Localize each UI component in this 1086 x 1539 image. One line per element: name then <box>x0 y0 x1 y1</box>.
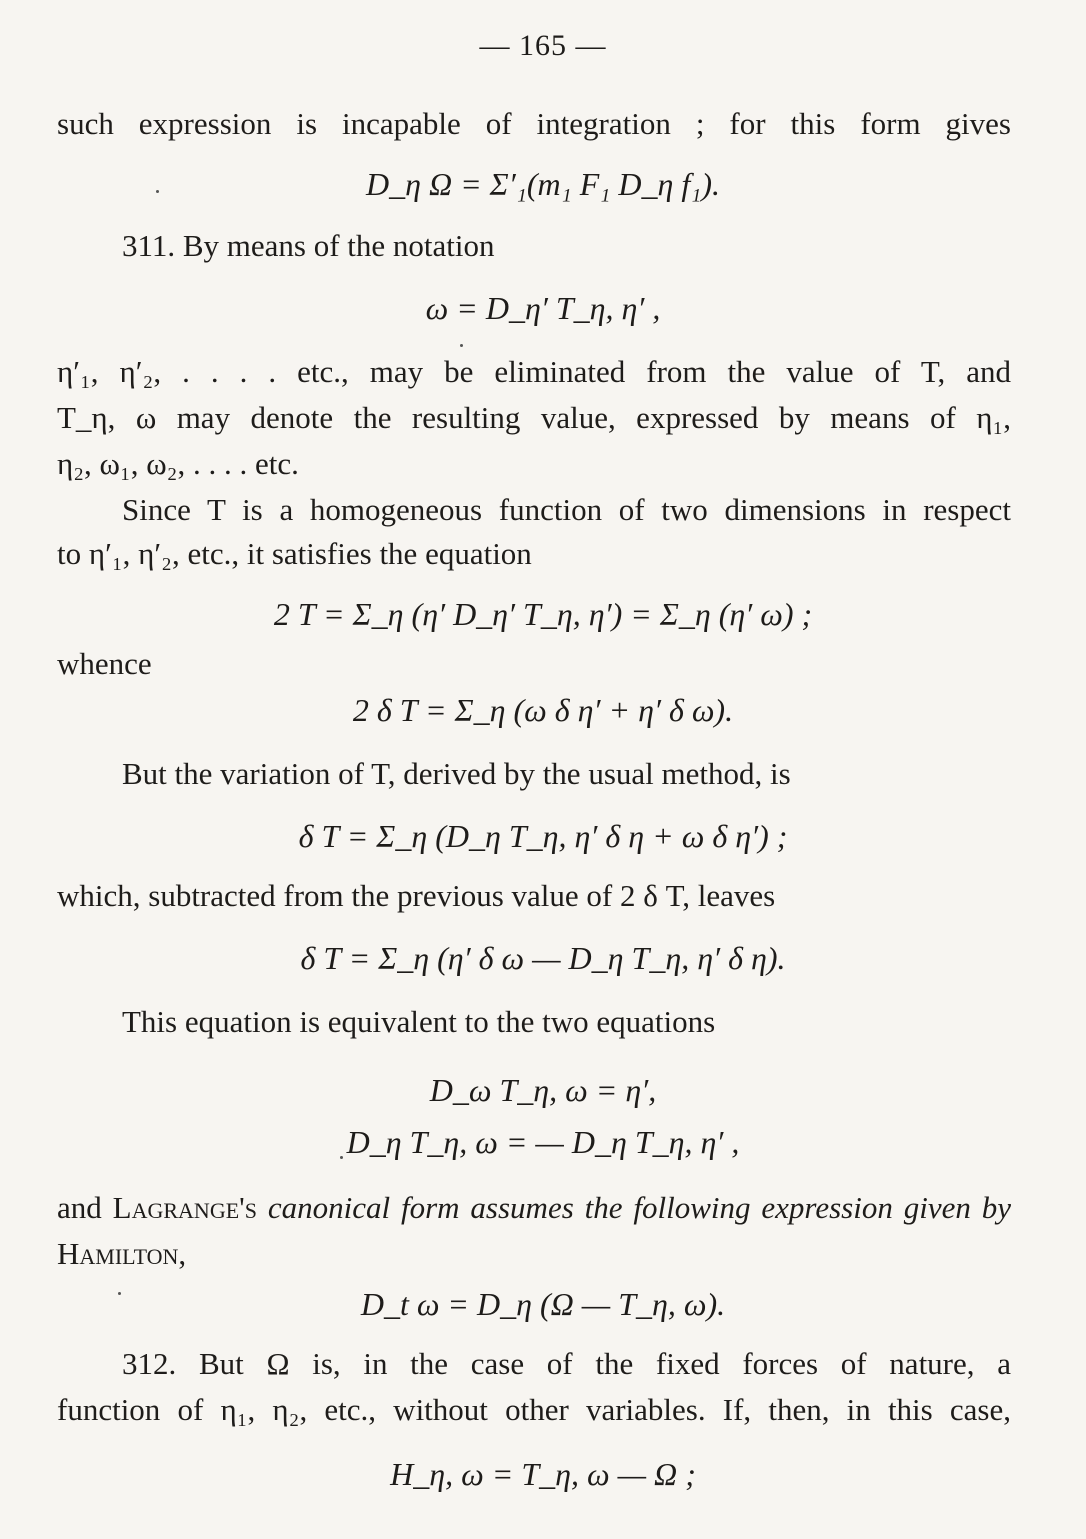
text-italic: canonical form assumes the following expression given by <box>267 1190 1012 1225</box>
text-line: This equation is equivalent to the two equations <box>122 1004 716 1039</box>
text-line: T_η, ω may denote the resulting value, expressed by means of η₁, <box>57 400 1011 435</box>
text-line: Since T is a homogeneous function of two dimensions in respect <box>122 492 1011 527</box>
equation: 2 T = Σ_η (η′ D_η′ T_η, η′) = Σ_η (η′ ω) ; <box>273 596 813 632</box>
name-lagrange: Lagrange's <box>112 1190 257 1225</box>
text-line: But the variation of T, derived by the usual method, is <box>122 756 791 791</box>
paper-speck <box>118 1292 121 1295</box>
equation: D_η Ω = Σ′₁(m₁ F₁ D_η f₁). <box>365 166 721 202</box>
equation: δ T = Σ_η (D_η T_η, η′ δ η + ω δ η′) ; <box>298 818 788 854</box>
equation: 2 δ T = Σ_η (ω δ η′ + η′ δ ω). <box>352 692 734 728</box>
text-line: which, subtracted from the previous value of 2 δ T, leaves <box>57 878 776 913</box>
text-word: and <box>57 1190 102 1225</box>
text-line: η₂, ω₁, ω₂, . . . . etc. <box>57 446 299 481</box>
equation: δ T = Σ_η (η′ δ ω — D_η T_η, η′ δ η). <box>300 940 786 976</box>
paper-speck <box>460 344 463 347</box>
text-line: to η′₁, η′₂, etc., it satisfies the equation <box>57 536 532 571</box>
equation: D_η T_η, ω = — D_η T_η, η′ , <box>346 1124 740 1160</box>
text-line: whence <box>57 646 152 681</box>
text-line <box>57 1190 1011 1226</box>
paper-speck <box>156 190 159 193</box>
section-heading-311: 311. By means of the notation <box>122 228 495 263</box>
equation: H_η, ω = T_η, ω — Ω ; <box>390 1456 696 1492</box>
text-line: such expression is incapable of integration ; for this form gives <box>57 106 1011 141</box>
equation: D_t ω = D_η (Ω — T_η, ω). <box>360 1286 726 1322</box>
text-line: η′₁, η′₂, . . . . etc., may be eliminated from the value of T, and <box>57 354 1011 389</box>
name-hamilton: Hamilton, <box>57 1236 187 1271</box>
text-line: function of η₁, η₂, etc., without other variables. If, then, in this case, <box>57 1392 1011 1427</box>
equation: D_ω T_η, ω = η′, <box>429 1072 657 1108</box>
paper-speck <box>340 1156 343 1159</box>
section-heading-312: 312. But Ω is, in the case of the fixed forces of nature, a <box>122 1346 1011 1381</box>
page-number: — 165 — <box>479 29 607 62</box>
equation: ω = D_η′ T_η, η′ , <box>425 290 661 326</box>
